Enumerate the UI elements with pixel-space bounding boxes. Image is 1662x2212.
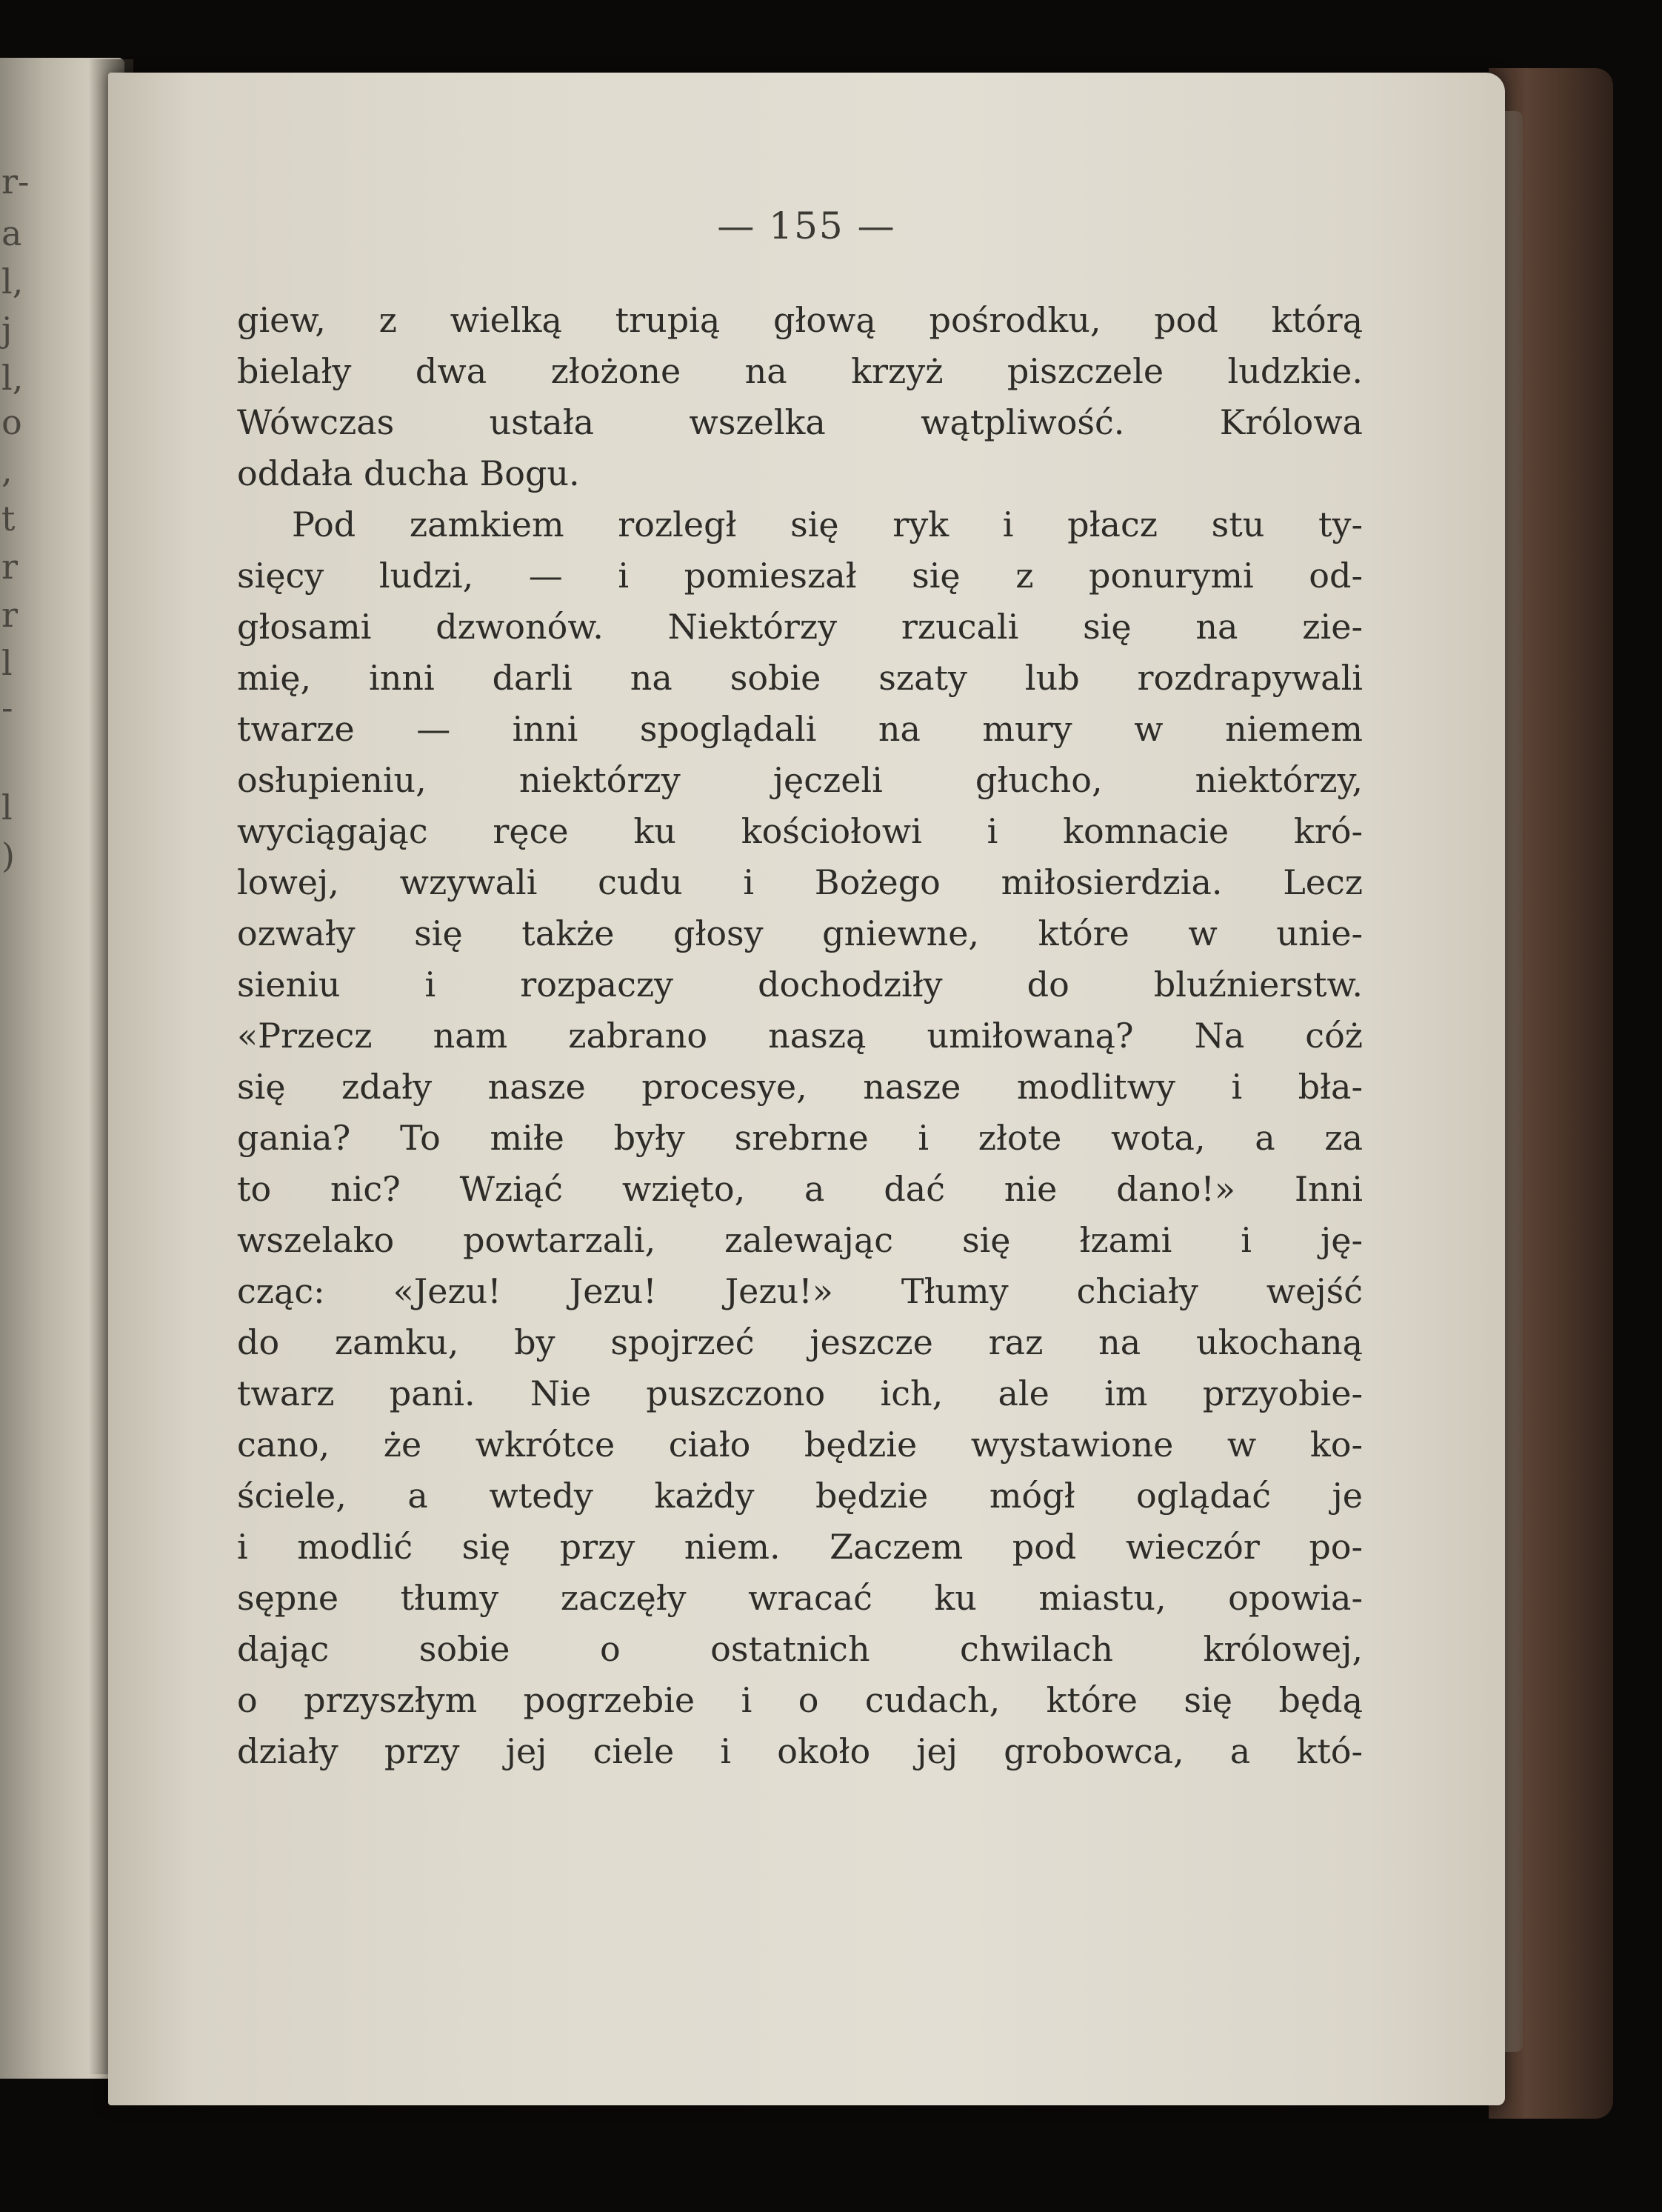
edge-char: t	[1, 499, 16, 539]
edge-char: l,	[1, 358, 24, 398]
text-line: wyciągając ręce ku kościołowi i komnacie kró-	[237, 811, 1363, 851]
text-line: «Przecz nam zabrano naszą umiłowaną? Na cóż	[237, 1016, 1363, 1056]
edge-char: o	[1, 402, 22, 442]
text-line: ozwały się także głosy gniewne, które w unie-	[237, 913, 1363, 953]
text-line: sieniu i rozpaczy dochodziły do bluźnierstw.	[237, 965, 1363, 1005]
text-line: działy przy jej ciele i około jej grobowca, a któ-	[237, 1731, 1363, 1771]
text-line: mię, inni darli na sobie szaty lub rozdrapywali	[237, 658, 1363, 698]
text-line: twarze — inni spoglądali na mury w niemem	[237, 709, 1363, 749]
text-line: osłupieniu, niektórzy jęczeli głucho, niektórzy,	[237, 760, 1363, 800]
text-line: i modlić się przy niem. Zaczem pod wieczór po-	[237, 1527, 1363, 1567]
body-text	[237, 295, 1363, 1777]
text-line: cząc: «Jezu! Jezu! Jezu!» Tłumy chciały wejść	[237, 1271, 1363, 1311]
text-line: głosami dzwonów. Niektórzy rzucali się na zie-	[237, 607, 1363, 647]
text-line: wszelako powtarzali, zalewając się łzami i ję-	[237, 1220, 1363, 1260]
edge-char: l,	[1, 261, 24, 302]
edge-char: r	[1, 595, 18, 635]
edge-char: )	[1, 836, 15, 876]
edge-char: r	[1, 547, 18, 587]
text-line: się zdały nasze procesye, nasze modlitwy i bła-	[237, 1067, 1363, 1107]
text-line: Wówczas ustała wszelka wątpliwość. Królowa	[237, 402, 1363, 442]
text-line: dając sobie o ostatnich chwilach królowej,	[237, 1629, 1363, 1669]
text-line: twarz pani. Nie puszczono ich, ale im przyobie-	[237, 1373, 1363, 1413]
edge-char: l	[1, 643, 13, 683]
text-line: o przyszłym pogrzebie i o cudach, które się będą	[237, 1680, 1363, 1720]
text-line: giew, z wielką trupią głową pośrodku, pod którą	[237, 300, 1363, 340]
text-line: sięcy ludzi, — i pomieszał się z ponurymi od-	[237, 556, 1363, 596]
text-line: Pod zamkiem rozległ się ryk i płacz stu ty-	[292, 504, 1363, 544]
text-line: to nic? Wziąć wzięto, a dać nie dano!» Inni	[237, 1169, 1363, 1209]
text-line: do zamku, by spojrzeć jeszcze raz na ukochaną	[237, 1322, 1363, 1362]
page-number: — 155 —	[717, 204, 896, 247]
text-line: gania? To miłe były srebrne i złote wota, a za	[237, 1118, 1363, 1158]
text-line: sępne tłumy zaczęły wracać ku miastu, opowia-	[237, 1578, 1363, 1618]
edge-char: l	[1, 787, 13, 827]
edge-char: ,	[1, 450, 13, 490]
text-line: bielały dwa złożone na krzyż piszczele ludzkie.	[237, 351, 1363, 391]
text-line: oddała ducha Bogu.	[237, 453, 580, 493]
edge-char: -	[1, 687, 13, 727]
edge-char: j	[1, 310, 13, 350]
text-line: ściele, a wtedy każdy będzie mógł oglądać je	[237, 1476, 1363, 1516]
text-line: lowej, wzywali cudu i Bożego miłosierdzia. Lecz	[237, 862, 1363, 902]
book-page	[108, 73, 1505, 2105]
edge-char: r-	[1, 161, 30, 201]
text-line: cano, że wkrótce ciało będzie wystawione w ko-	[237, 1425, 1363, 1465]
edge-char: a	[1, 213, 22, 253]
